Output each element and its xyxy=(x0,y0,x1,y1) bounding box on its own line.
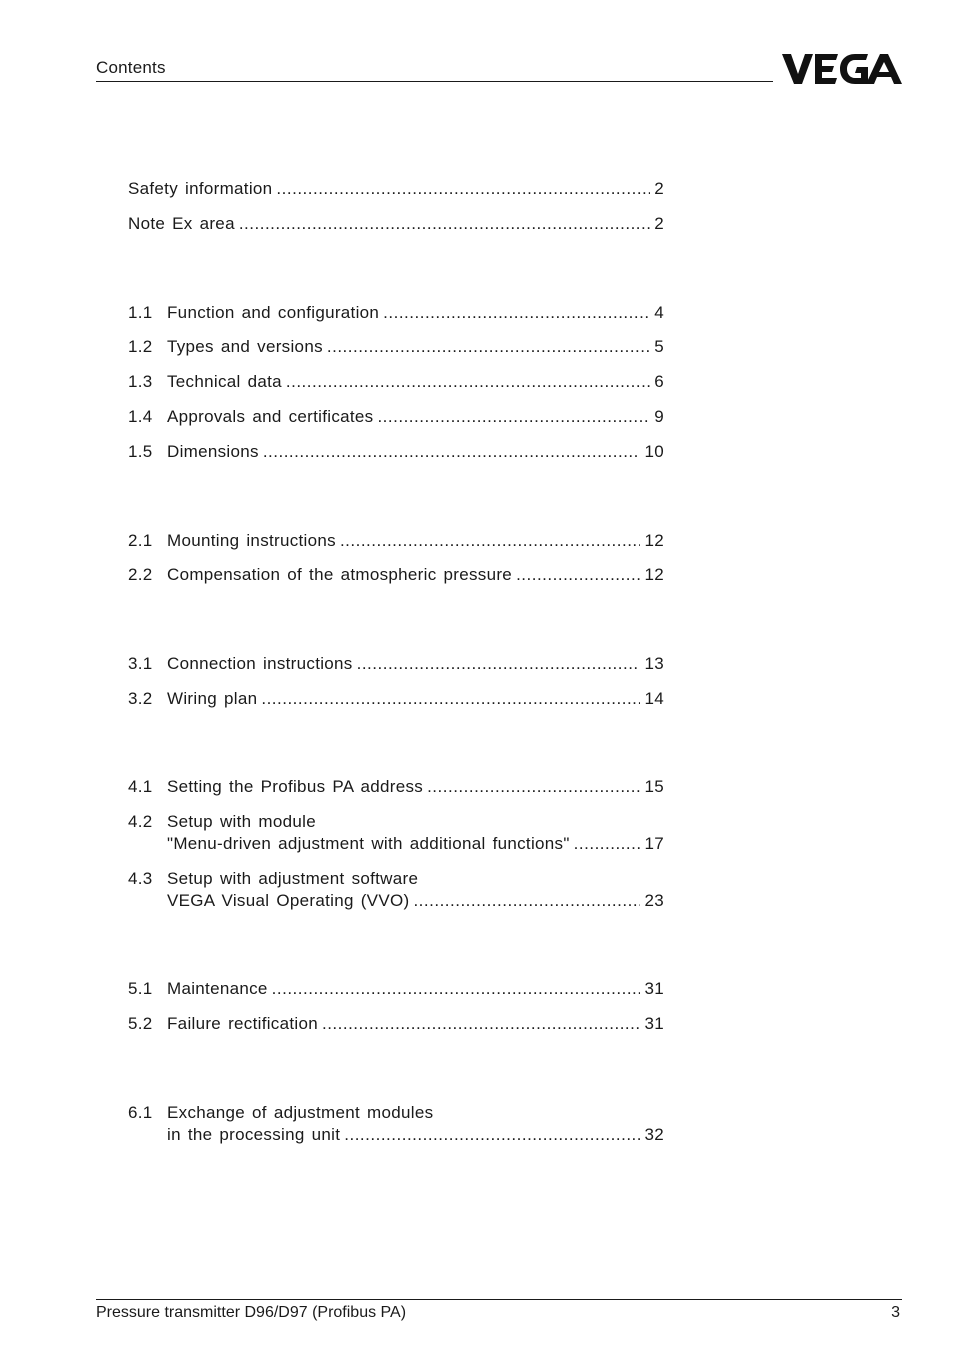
footer-page-number: 3 xyxy=(891,1304,900,1321)
toc-section-number: 4.2 xyxy=(128,812,153,831)
toc-leader-dots xyxy=(383,302,650,324)
toc-entry-title: Safety information xyxy=(128,179,273,198)
toc-section-number: 1.1 xyxy=(128,303,153,322)
toc-entry-title: Types and versions xyxy=(167,337,323,356)
toc-leader-dots xyxy=(276,178,650,200)
toc-leader-dots xyxy=(427,776,640,798)
footer-rule xyxy=(96,1299,902,1300)
toc-leader-dots xyxy=(286,371,650,393)
footer-document-title: Pressure transmitter D96/D97 (Profibus PA) xyxy=(96,1304,407,1321)
toc-section-number: 3.2 xyxy=(128,689,153,708)
toc-leader-dots xyxy=(574,833,641,855)
toc-page-number: 4 xyxy=(654,303,664,322)
toc-leader-dots xyxy=(239,213,650,235)
toc-page-number: 31 xyxy=(644,1014,664,1033)
toc-entry-title: "Menu-driven adjustment with additional functions" xyxy=(167,834,570,853)
toc-page-number: 12 xyxy=(644,565,664,584)
toc-entry-title: Dimensions xyxy=(167,442,259,461)
toc-page-number: 10 xyxy=(644,442,664,461)
toc-leader-dots xyxy=(377,406,650,428)
toc-leader-dots xyxy=(261,688,640,710)
toc-leader-dots xyxy=(357,653,641,675)
toc-leader-dots xyxy=(263,441,641,463)
toc-entry-title: Setting the Profibus PA address xyxy=(167,777,424,796)
toc-page-number: 13 xyxy=(644,654,664,673)
toc-section-number: 1.3 xyxy=(128,372,153,391)
toc-leader-dots xyxy=(327,336,650,358)
toc-leader-dots xyxy=(322,1013,641,1035)
toc-page-number: 32 xyxy=(644,1125,664,1144)
toc-section-number: 4.1 xyxy=(128,777,153,796)
toc-page-number: 17 xyxy=(644,834,664,853)
toc-section-number: 2.1 xyxy=(128,531,153,550)
toc-page-number: 5 xyxy=(654,337,664,356)
toc-entry-title: VEGA Visual Operating (VVO) xyxy=(167,891,410,910)
toc-page-number: 6 xyxy=(654,372,664,391)
toc-entry-title: Function and configuration xyxy=(167,303,380,322)
toc-leader-dots xyxy=(344,1124,640,1146)
header-rule xyxy=(96,81,773,82)
toc-entry-title: Connection instructions xyxy=(167,654,353,673)
toc-page-number: 2 xyxy=(654,179,664,198)
toc-entry-title: Note Ex area xyxy=(128,214,235,233)
toc-page-number: 14 xyxy=(644,689,664,708)
toc-entry-title: Approvals and certificates xyxy=(167,407,374,426)
toc-page-number: 15 xyxy=(644,777,664,796)
toc-page-number: 2 xyxy=(654,214,664,233)
vega-logo xyxy=(782,52,902,86)
toc-entry-title: Setup with module xyxy=(167,812,316,831)
toc-entry-title: in the processing unit xyxy=(167,1125,341,1144)
toc-leader-dots xyxy=(340,530,641,552)
toc-entry-title: Maintenance xyxy=(167,979,268,998)
toc-section-number: 1.5 xyxy=(128,442,153,461)
toc-page-number: 9 xyxy=(654,407,664,426)
toc-section-number: 5.1 xyxy=(128,979,153,998)
toc-entry-title: Mounting instructions xyxy=(167,531,336,550)
toc-section-number: 4.3 xyxy=(128,869,153,888)
toc-leader-dots xyxy=(272,978,641,1000)
toc-entry-title: Exchange of adjustment modules xyxy=(167,1103,434,1122)
toc-section-number: 6.1 xyxy=(128,1103,153,1122)
toc-section-number: 1.2 xyxy=(128,337,153,356)
toc-entry-title: Compensation of the atmospheric pressure xyxy=(167,565,513,584)
toc-page-number: 12 xyxy=(644,531,664,550)
toc-entry-title: Setup with adjustment software xyxy=(167,869,419,888)
toc-page-number: 23 xyxy=(644,891,664,910)
toc-section-number: 3.1 xyxy=(128,654,153,673)
toc-entry-title: Failure rectification xyxy=(167,1014,318,1033)
toc-leader-dots xyxy=(516,564,640,586)
header-title: Contents xyxy=(96,58,166,77)
toc-section-number: 2.2 xyxy=(128,565,153,584)
toc-page-number: 31 xyxy=(644,979,664,998)
toc-section-number: 1.4 xyxy=(128,407,153,426)
toc-section-number: 5.2 xyxy=(128,1014,153,1033)
toc-leader-dots xyxy=(413,890,640,912)
toc-entry-title: Technical data xyxy=(167,372,282,391)
toc-entry-title: Wiring plan xyxy=(167,689,258,708)
